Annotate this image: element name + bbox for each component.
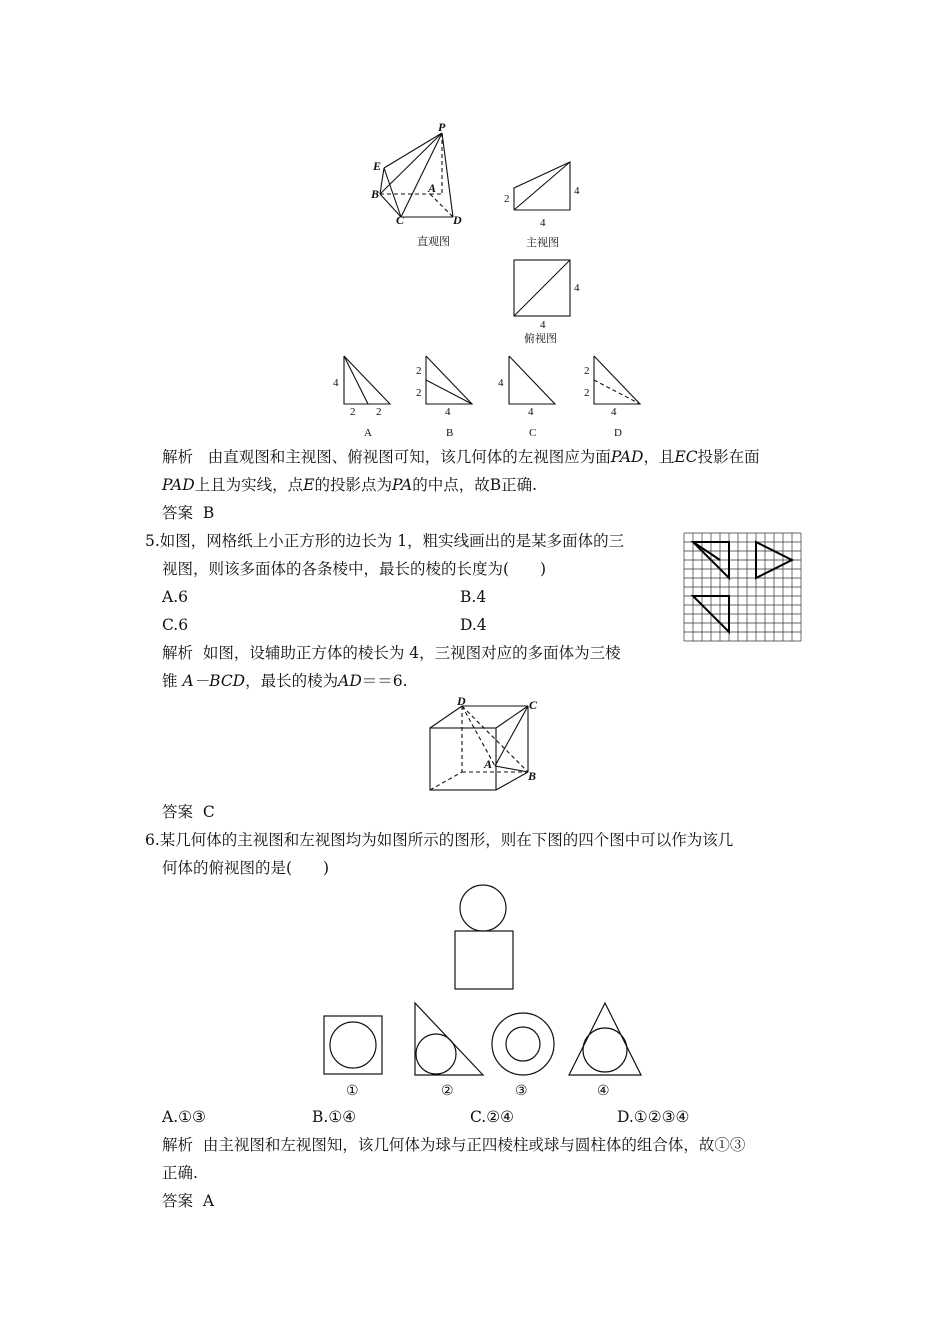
svg-text:2: 2	[584, 365, 590, 377]
q4-answer: 答案 B	[162, 504, 215, 522]
q6-stem-line2: 何体的俯视图的是( )	[162, 859, 330, 877]
q6-option-c: C.②④	[470, 1108, 515, 1126]
choice-A-figure	[330, 350, 400, 440]
svg-text:4: 4	[498, 377, 504, 389]
q5-option-c: C.6	[162, 616, 189, 634]
cube-label-C: C	[529, 698, 538, 712]
top-view-figure	[500, 250, 600, 345]
q6-main-view-figure	[450, 883, 520, 993]
grid-three-views-figure	[684, 533, 804, 645]
front-dim-left: 2	[504, 193, 510, 205]
q6-analysis-line2: 正确.	[162, 1164, 198, 1182]
choice-B-figure	[412, 350, 482, 440]
q5-analysis-line2: 锥 A－BCD，最长的棱为AD＝＝6.	[162, 672, 408, 690]
caption-zhushi: 主视图	[526, 237, 559, 249]
svg-text:2: 2	[584, 387, 590, 399]
q6-answer: 答案 A	[162, 1192, 215, 1210]
q5-analysis-line1: 解析 如图，设辅助正方体的棱长为 4，三视图对应的多面体为三棱	[162, 644, 621, 662]
q5-stem-line2: 视图，则该多面体的各条棱中，最长的棱的长度为( )	[162, 560, 547, 578]
perspective-figure	[365, 120, 485, 248]
q6-analysis-line1: 解析 由主视图和左视图知，该几何体为球与正四棱柱或球与圆柱体的组合体，故①③	[162, 1136, 746, 1154]
label-A: A	[428, 181, 437, 195]
label-E: E	[373, 159, 382, 173]
q4-analysis-line1: 解析 由直观图和主视图、俯视图可知，该几何体的左视图应为面PAD，且EC投影在面	[162, 448, 760, 466]
q6-fig-label-2: ②	[441, 1084, 454, 1099]
top-dim-right: 4	[574, 282, 580, 294]
cube-figure	[420, 696, 550, 796]
caption-fushi: 俯视图	[524, 333, 557, 345]
choice-D-figure	[580, 350, 650, 440]
cube-label-A: A	[484, 757, 493, 771]
caption-zhiguan: 直观图	[417, 236, 450, 248]
label-B: B	[371, 187, 380, 201]
q5-answer: 答案 C	[162, 803, 215, 821]
svg-text:2: 2	[376, 406, 382, 418]
label-D: D	[453, 213, 462, 227]
q4-analysis-line2: PAD上且为实线，点E的投影点为PA的中点，故B正确.	[162, 476, 538, 494]
choice-C-letter: C	[529, 427, 537, 439]
q5-option-b: B.4	[460, 588, 487, 606]
front-dim-right: 4	[574, 185, 580, 197]
q6-fig-label-3: ③	[515, 1084, 528, 1099]
svg-text:4: 4	[611, 406, 617, 418]
top-dim-bottom: 4	[540, 319, 546, 331]
q6-fig-label-1: ①	[346, 1084, 359, 1099]
choice-A-letter: A	[364, 427, 372, 439]
front-dim-bottom: 4	[540, 217, 546, 229]
front-view-figure	[500, 150, 600, 250]
q6-stem-line1: 6.某几何体的主视图和左视图均为如图所示的图形，则在下图的四个图中可以作为该几	[145, 831, 734, 849]
q6-fig-label-4: ④	[597, 1084, 610, 1099]
choice-D-letter: D	[614, 427, 622, 439]
cube-label-D: D	[457, 694, 466, 708]
cube-label-B: B	[528, 769, 537, 783]
svg-text:4: 4	[528, 406, 534, 418]
q6-option-b: B.①④	[312, 1108, 357, 1126]
svg-text:2: 2	[350, 406, 356, 418]
svg-text:4: 4	[445, 406, 451, 418]
label-P: P	[438, 120, 446, 134]
q6-option-d: D.①②③④	[617, 1108, 690, 1126]
svg-text:2: 2	[416, 387, 422, 399]
q5-option-a: A.6	[162, 588, 188, 606]
q5-option-d: D.4	[460, 616, 487, 634]
q6-option-a: A.①③	[162, 1108, 206, 1126]
svg-text:2: 2	[416, 365, 422, 377]
choice-B-letter: B	[446, 427, 454, 439]
q5-stem-line1: 5.如图，网格纸上小正方形的边长为 1，粗实线画出的是某多面体的三	[145, 532, 625, 550]
svg-text:4: 4	[333, 377, 339, 389]
choice-C-figure	[495, 350, 565, 440]
label-C: C	[396, 213, 405, 227]
q6-options-figure	[320, 1000, 650, 1100]
